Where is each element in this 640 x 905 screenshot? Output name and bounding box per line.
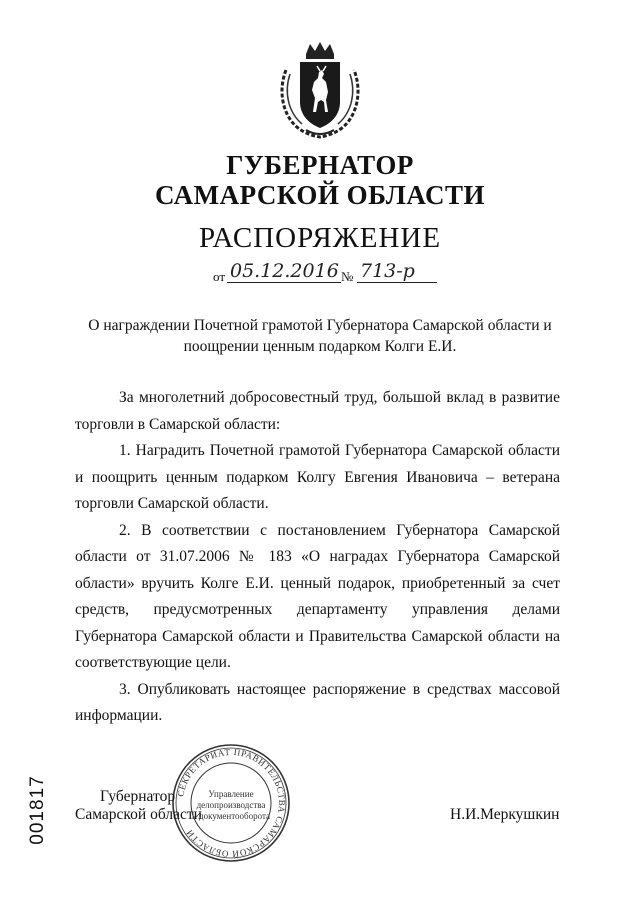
subject-line2: поощрении ценным подарком Колги Е.И.	[183, 338, 457, 355]
intro-paragraph: За многолетний добросовестный труд, большой вклад в развитие торговли в Самарской области:	[75, 389, 560, 433]
signatory-title-line2: Самарской области	[75, 806, 202, 823]
samara-coat-of-arms-icon	[276, 40, 364, 140]
item-3-paragraph: 3. Опубликовать настоящее распоряжение в средствах массовой информации.	[75, 680, 560, 724]
stamp-line1: Управление	[208, 789, 254, 799]
date-prefix-label: от	[213, 269, 226, 284]
subject-heading	[60, 315, 580, 357]
issuer-title-line2: САМАРСКОЙ ОБЛАСТИ	[154, 180, 486, 210]
signatory-name: Н.И.Меркушкин	[450, 806, 560, 823]
issuer-title-line1: ГУБЕРНАТОР	[226, 150, 414, 180]
subject-line1: О награждении Почетной грамотой Губернатора Самарской области и	[88, 317, 552, 334]
stamp-line2: делопроизводства	[196, 800, 266, 810]
stamp-line3: и документооборота	[191, 811, 271, 821]
serial-number-text: 001817	[27, 775, 48, 845]
signatory-title-line1: Губернатор	[100, 788, 176, 805]
serial-number-vertical	[24, 775, 52, 845]
document-type-title: РАСПОРЯЖЕНИЕ	[198, 222, 442, 254]
item-1-paragraph: 1. Наградить Почетной грамотой Губернатора Самарской области и поощрить ценным подарком Колгу Евгения Ивановича – ветерана торговли Самарской области.	[75, 442, 560, 512]
handwritten-number: 713-р	[357, 260, 437, 283]
office-stamp-seal	[170, 742, 292, 864]
number-prefix-label: №	[341, 269, 354, 284]
item-2-paragraph: 2. В соответствии с постановлением Губернатора Самарской области от 31.07.2006 № 183 «О наградах Губернатора Самарской области» вручить Колге Е.И. ценный подарок, приобретенный за счет средств, предусмотренных департаменту управления делами Губернатора Самарской области и Правительства Самарской области на соответствующие цели.	[75, 521, 560, 671]
stamp-ring-text: СЕКРЕТАРИАТ ПРАВИТЕЛЬСТВА САМАРСКОЙ ОБЛАСТИ	[175, 746, 288, 860]
handwritten-date: 05.12.2016	[227, 260, 341, 283]
document-body	[75, 385, 560, 730]
